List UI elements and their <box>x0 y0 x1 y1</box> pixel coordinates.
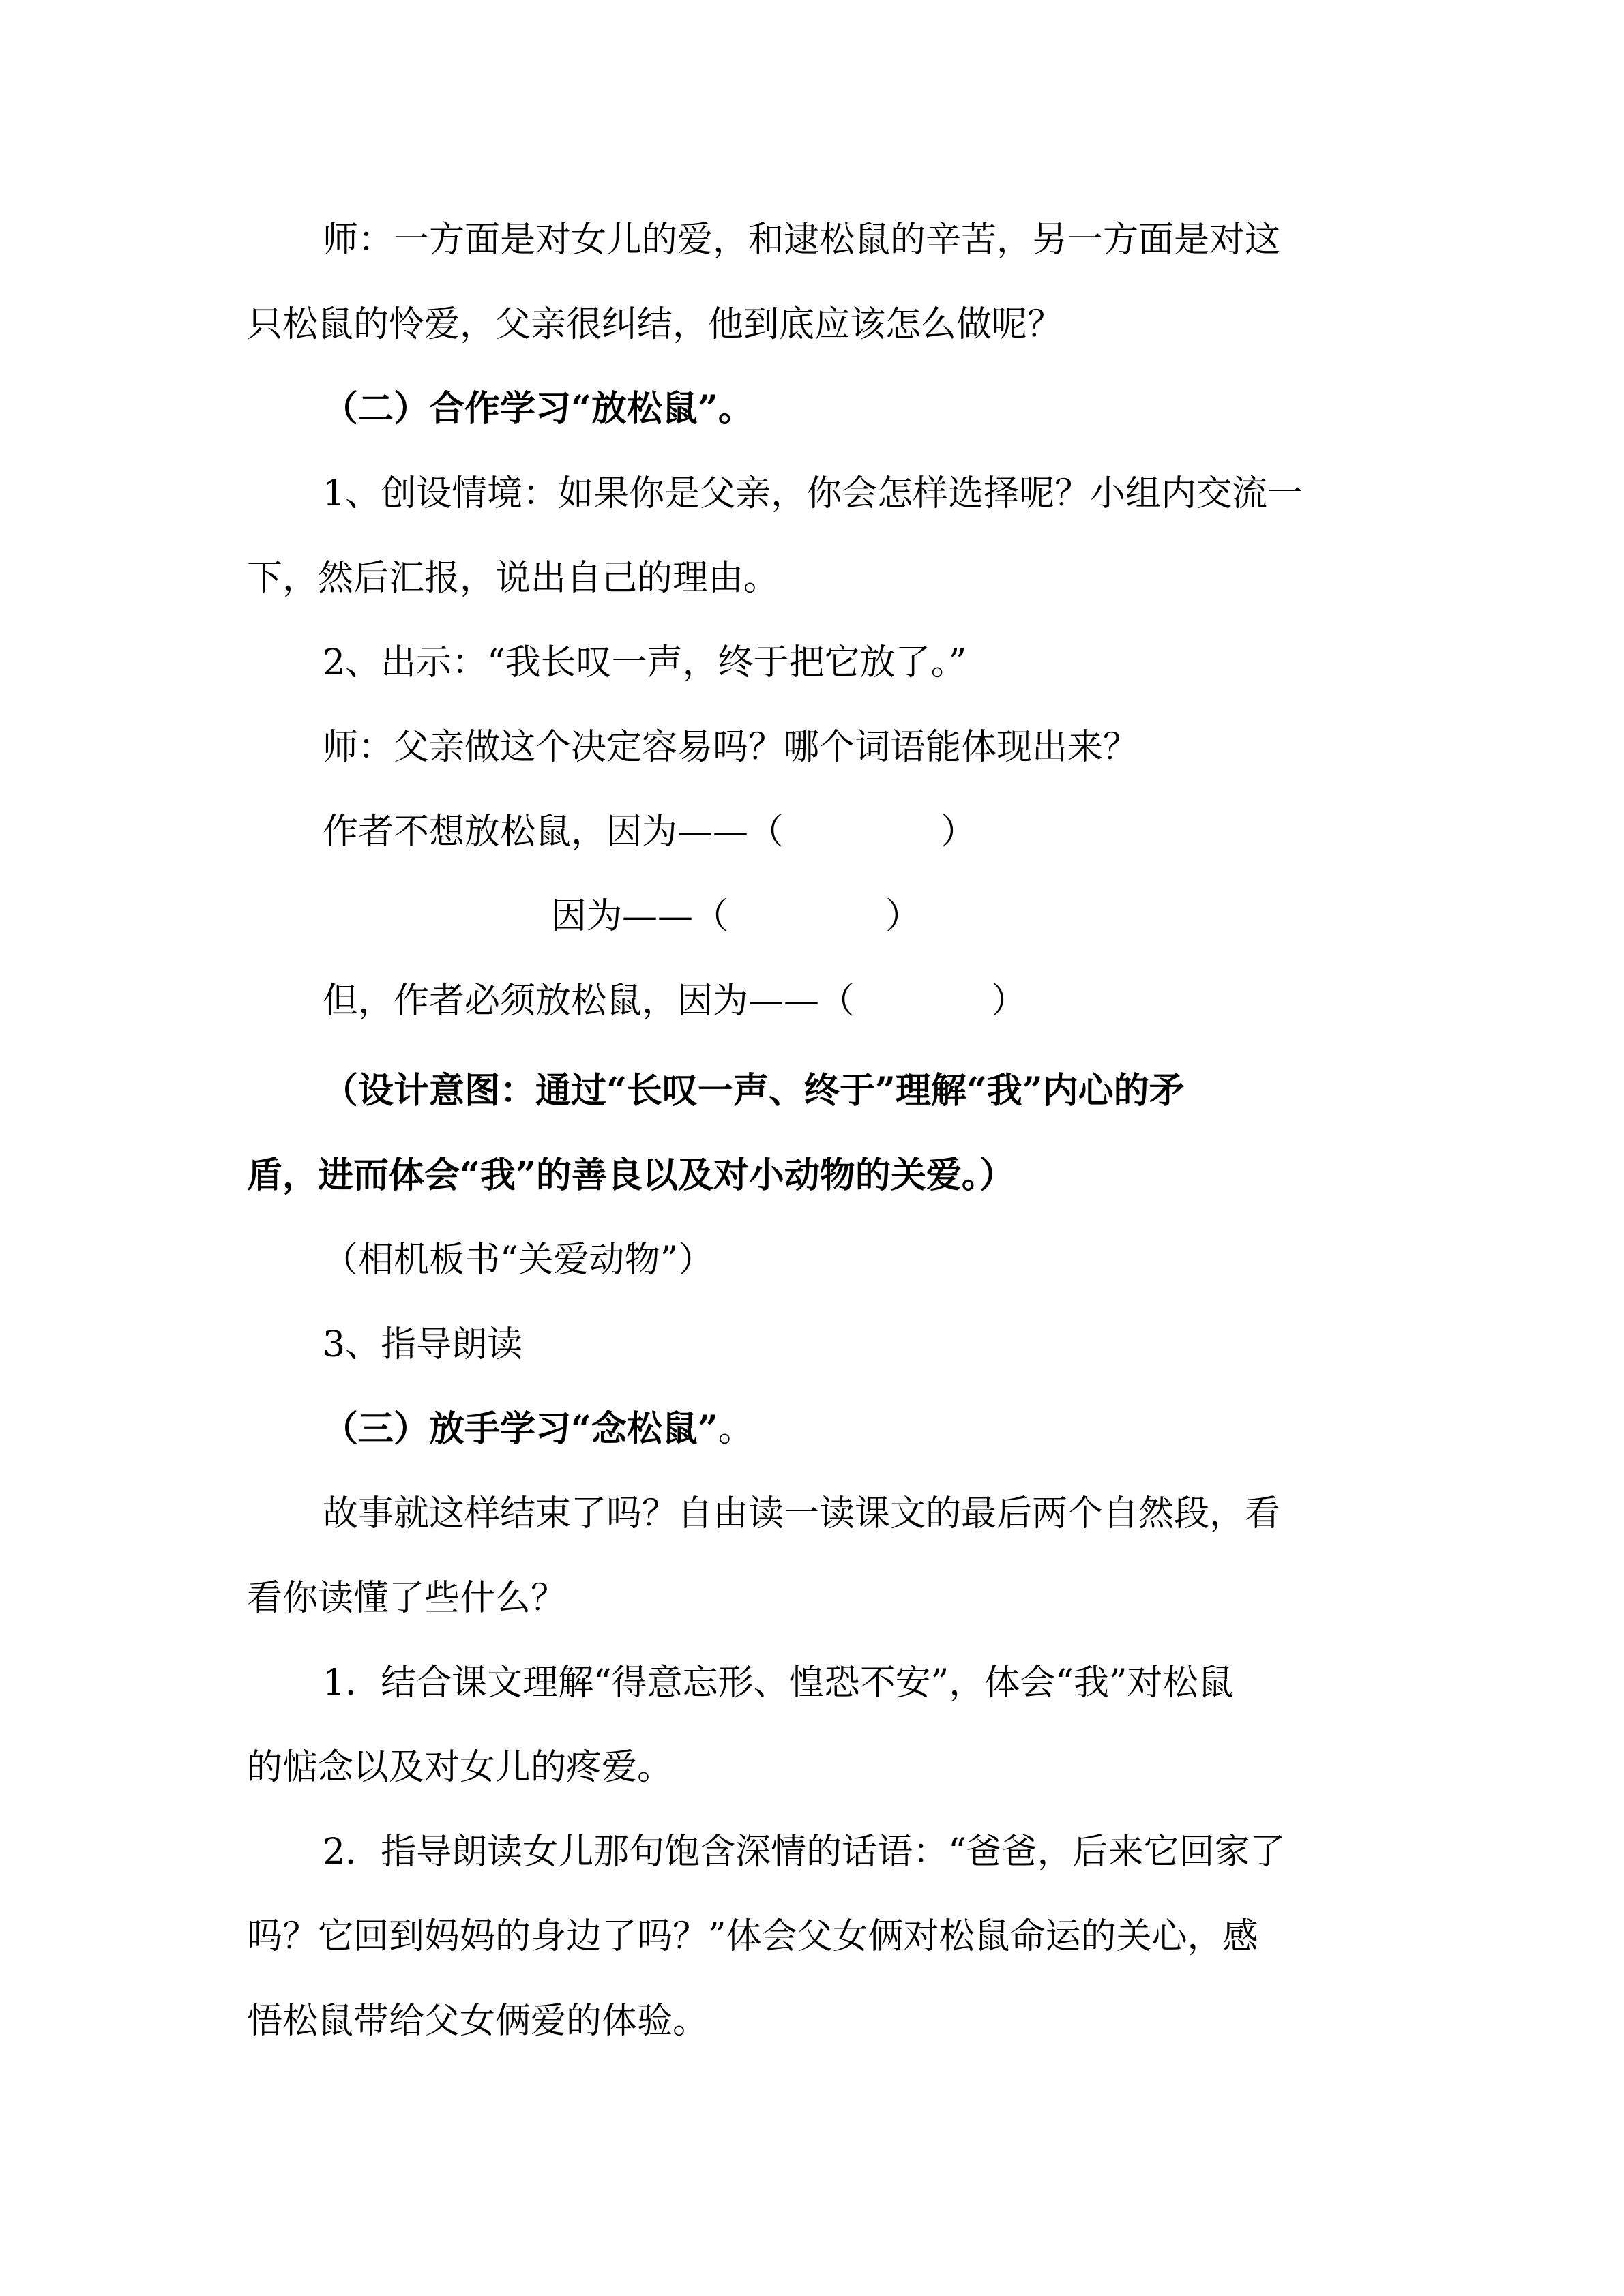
paragraph-line: 3、指导朗读 <box>323 1324 523 1365</box>
paragraph-line: 吗？它回到妈妈的身边了吗？”体会父女俩对松鼠命运的关心，感 <box>247 1916 1258 1957</box>
section-heading: （二）合作学习“放松鼠”。 <box>323 388 754 430</box>
paragraph-line: （相机板书“关爱动物”） <box>323 1240 714 1281</box>
fill-in-prompt: 作者不想放松鼠，因为——（ <box>323 811 784 852</box>
paragraph-line: 看你读懂了些什么？ <box>247 1578 567 1619</box>
paragraph-line: 的惦念以及对女儿的疼爱。 <box>247 1747 673 1788</box>
fill-in-close: ） <box>885 896 921 937</box>
fill-in-prompt: 因为——（ <box>551 896 729 937</box>
design-intent-line: （设计意图：通过“长叹一声、终于”理解“我”内心的矛 <box>323 1070 1185 1112</box>
paragraph-line: 2、出示：“我长叹一声，终于把它放了。” <box>323 642 967 683</box>
paragraph-line: 下，然后汇报，说出自己的理由。 <box>247 558 780 599</box>
paragraph-line: 故事就这样结束了吗？自由读一读课文的最后两个自然段，看 <box>323 1493 1281 1534</box>
fill-in-close: ） <box>941 811 977 852</box>
design-intent-line: 盾，进而体会“我”的善良以及对小动物的关爱。） <box>247 1154 1015 1196</box>
fill-in-line <box>551 896 921 937</box>
paragraph-line: 只松鼠的怜爱，父亲很纠结，他到底应该怎么做呢？ <box>247 304 1063 345</box>
paragraph-line: 师：一方面是对女儿的爱，和逮松鼠的辛苦，另一方面是对这 <box>323 220 1281 260</box>
paragraph-line: 悟松鼠带给父女俩爱的体验。 <box>247 2001 709 2042</box>
paragraph-line: 1．结合课文理解“得意忘形、惶恐不安”，体会“我”对松鼠 <box>323 1663 1234 1703</box>
paragraph-line: 师：父亲做这个决定容易吗？哪个词语能体现出来？ <box>323 727 1139 768</box>
fill-in-prompt: 但，作者必须放松鼠，因为——（ <box>323 981 855 1022</box>
fill-in-line <box>323 811 976 852</box>
paragraph-line: 2．指导朗读女儿那句饱含深情的话语：“爸爸，后来它回家了 <box>323 1832 1286 1873</box>
paragraph-line: 1、创设情境：如果你是父亲，你会怎样选择呢？小组内交流一 <box>323 473 1303 514</box>
section-heading-period: 。 <box>718 1409 754 1450</box>
fill-in-close: ） <box>991 981 1027 1022</box>
section-heading <box>323 1409 754 1450</box>
fill-in-line <box>323 981 1027 1022</box>
section-heading-text: （三）放手学习“念松鼠” <box>323 1408 718 1450</box>
